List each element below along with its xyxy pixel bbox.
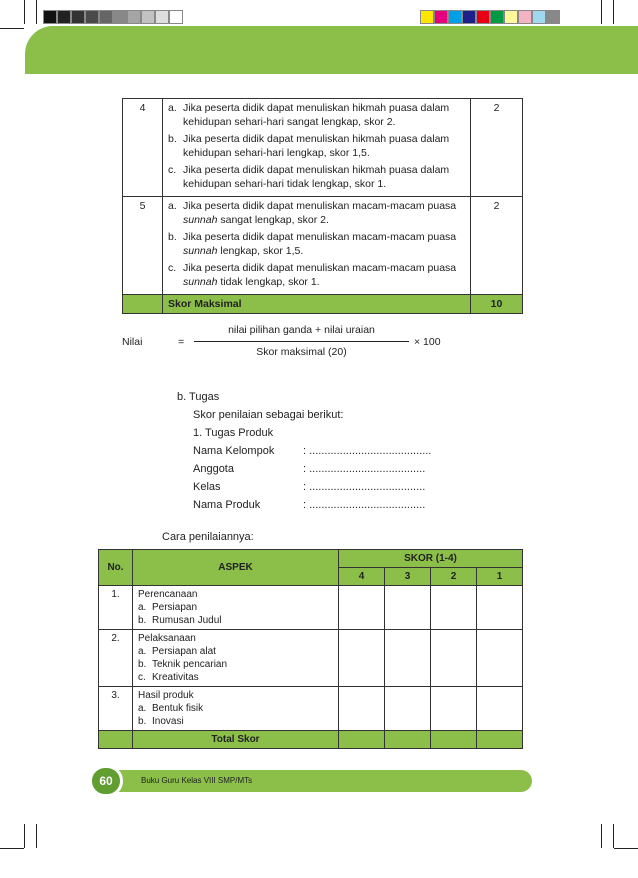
task-item: 1. Tugas Produk [193, 427, 274, 439]
formula-equals: = [178, 336, 185, 348]
tugas-section [177, 388, 431, 514]
section-intro: Skor penilaian sebagai berikut: [193, 409, 344, 421]
header-score-col: 4 [339, 568, 385, 586]
color-swatch [476, 10, 490, 24]
crop-mark [24, 824, 25, 848]
table-row [99, 586, 523, 630]
color-swatch [448, 10, 462, 24]
empty-cell [431, 731, 477, 749]
color-swatch [127, 10, 141, 24]
criteria-option: a. Jika peserta didik dapat menuliskan hikmah puasa dalam kehidupan sehari-hari sangat lengkap, skor 2. [168, 102, 450, 128]
criteria-cell [163, 99, 471, 197]
row-number: 2. [99, 630, 133, 687]
color-swatch [43, 10, 57, 24]
row-number: 1. [99, 586, 133, 630]
footer-book-title: Buku Guru Kelas VIII SMP/MTs [141, 776, 253, 785]
row-score: 2 [471, 99, 523, 197]
header-skor: SKOR (1-4) [339, 550, 523, 568]
color-swatch [490, 10, 504, 24]
table-row [123, 99, 523, 197]
aspect-cell: Pelaksanaan a. Persiapan alat b. Teknik pencarian c. Kreativitas [133, 630, 339, 687]
color-swatch [420, 10, 434, 24]
total-row [99, 731, 523, 749]
color-swatch [169, 10, 183, 24]
color-swatch [546, 10, 560, 24]
formula-label: Nilai [122, 336, 143, 348]
criteria-option: c. Jika peserta didik dapat menuliskan macam-macam puasa sunnah tidak lengkap, skor 1. [168, 262, 457, 288]
color-swatch-bar [420, 10, 560, 24]
score-cell[interactable] [431, 687, 477, 731]
color-swatch [462, 10, 476, 24]
empty-cell [385, 731, 431, 749]
total-label: Skor Maksimal [163, 295, 471, 314]
score-cell[interactable] [385, 687, 431, 731]
empty-cell [123, 295, 163, 314]
formula-denominator: Skor maksimal (20) [256, 346, 347, 358]
crop-mark [0, 848, 24, 849]
total-row [123, 295, 523, 314]
total-label: Total Skor [133, 731, 339, 749]
crop-mark [36, 0, 37, 24]
form-field: Kelas : ...................................... [193, 481, 426, 493]
score-cell[interactable] [431, 586, 477, 630]
empty-cell [477, 731, 523, 749]
aspect-cell: Hasil produk a. Bentuk fisik b. Inovasi [133, 687, 339, 731]
header-no: No. [99, 550, 133, 586]
form-field: Nama Produk : ...................................... [193, 499, 426, 511]
color-swatch [113, 10, 127, 24]
crop-mark [0, 28, 24, 29]
form-field: Anggota : ...................................... [193, 463, 426, 475]
color-swatch [532, 10, 546, 24]
color-swatch [99, 10, 113, 24]
essay-scoring-table [122, 98, 523, 314]
criteria-option: b. Jika peserta didik dapat menuliskan hikmah puasa dalam kehidupan sehari-hari lengkap, skor 1,5. [168, 133, 450, 159]
table-row [99, 630, 523, 687]
rubric-table [98, 549, 523, 749]
grade-formula [122, 324, 462, 360]
header-score-col: 2 [431, 568, 477, 586]
crop-mark [614, 848, 638, 849]
criteria-cell [163, 197, 471, 295]
row-number: 3. [99, 687, 133, 731]
criteria-option: c. Jika peserta didik dapat menuliskan hikmah puasa dalam kehidupan sehari-hari tidak lengkap, skor 1. [168, 164, 450, 190]
row-number: 5 [123, 197, 163, 295]
aspect-cell: Perencanaan a. Persiapan b. Rumusan Judul [133, 586, 339, 630]
row-number: 4 [123, 99, 163, 197]
score-cell[interactable] [339, 687, 385, 731]
cara-label: Cara penilaiannya: [162, 531, 254, 543]
color-swatch [155, 10, 169, 24]
crop-mark [36, 824, 37, 848]
total-value: 10 [471, 295, 523, 314]
header-score-col: 1 [477, 568, 523, 586]
score-cell[interactable] [477, 586, 523, 630]
formula-multiplier: × 100 [414, 336, 441, 348]
header-score-col: 3 [385, 568, 431, 586]
score-cell[interactable] [477, 630, 523, 687]
score-cell[interactable] [431, 630, 477, 687]
score-cell[interactable] [477, 687, 523, 731]
header-band [25, 26, 638, 74]
crop-mark [24, 0, 25, 24]
table-row [123, 197, 523, 295]
color-swatch [57, 10, 71, 24]
color-swatch [518, 10, 532, 24]
header-aspek: ASPEK [133, 550, 339, 586]
criteria-option: b. Jika peserta didik dapat menuliskan macam-macam puasa sunnah lengkap, skor 1,5. [168, 231, 457, 257]
empty-cell [339, 731, 385, 749]
page-number-badge: 60 [89, 765, 123, 797]
crop-mark [613, 824, 614, 848]
color-swatch [504, 10, 518, 24]
color-swatch [434, 10, 448, 24]
section-heading: b. Tugas [177, 391, 220, 403]
form-field: Nama Kelompok : ........................................ [193, 445, 432, 457]
crop-mark [613, 0, 614, 24]
crop-mark [601, 824, 602, 848]
score-cell[interactable] [385, 586, 431, 630]
color-swatch [141, 10, 155, 24]
crop-mark [601, 0, 602, 24]
row-score: 2 [471, 197, 523, 295]
criteria-option: a. Jika peserta didik dapat menuliskan macam-macam puasa sunnah sangat lengkap, skor 2. [168, 200, 457, 226]
empty-cell [99, 731, 133, 749]
color-swatch [71, 10, 85, 24]
fraction-bar [194, 341, 409, 342]
color-swatch [85, 10, 99, 24]
table-row [99, 687, 523, 731]
score-cell[interactable] [339, 630, 385, 687]
grayscale-swatch-bar [43, 10, 183, 24]
formula-numerator: nilai pilihan ganda + nilai uraian [228, 324, 375, 336]
score-cell[interactable] [339, 586, 385, 630]
score-cell[interactable] [385, 630, 431, 687]
